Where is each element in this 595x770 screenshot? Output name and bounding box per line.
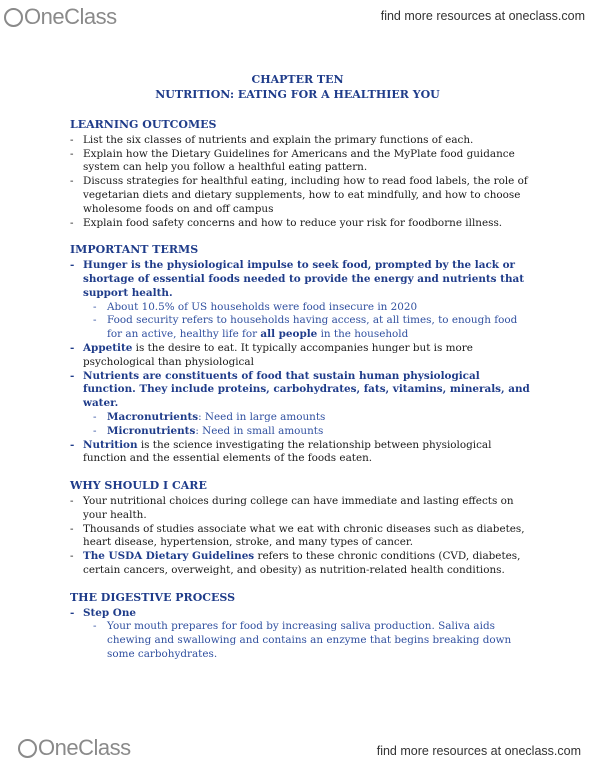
usda-guidelines-term: The USDA Dietary Guidelines — [83, 550, 255, 563]
term-nutrients — [70, 370, 532, 439]
list-item — [83, 425, 532, 439]
digestive-process-heading: THE DIGESTIVE PROCESS — [70, 590, 236, 604]
nutrients-sublist — [83, 411, 532, 439]
learning-outcomes-heading: LEARNING OUTCOMES — [70, 118, 217, 131]
list-item: - Discuss strategies for healthful eating, including how to read food labels, the role of vegetarian diets and dietary supplements, how to eat mindfully, and how to choose wholesome foods on and off campus — [70, 175, 532, 216]
macronutrients-definition: : Need in large amounts — [198, 410, 326, 423]
appetite-definition: is the desire to eat. It typically accompanies hunger but is more psychological than physiological — [83, 341, 473, 368]
all-people-emphasis: all people — [260, 328, 318, 341]
learning-outcomes-list — [70, 134, 532, 231]
list-item — [83, 314, 532, 342]
document-body — [70, 118, 532, 662]
oneclass-logo-footer[interactable] — [18, 735, 131, 761]
macronutrients-term: Macronutrients — [107, 410, 199, 423]
nutrients-definition: Nutrients are constituents of food that sustain human physiological function. They include proteins, carbohydrates, fats, vitamins, minerals, and water. — [83, 369, 530, 410]
list-item: - Thousands of studies associate what we eat with chronic diseases such as diabetes, heart disease, hypertension, stroke, and many types of cancer. — [70, 523, 532, 551]
nutrition-term: Nutrition — [83, 438, 138, 451]
term-nutrition — [70, 439, 532, 467]
list-item: - Your nutritional choices during college can have immediate and lasting effects on your health. — [70, 495, 532, 523]
appetite-term: Appetite — [83, 341, 133, 354]
food-security-text: Food security refers to households having access, at all times, to enough food for an active, healthy life for — [107, 314, 518, 341]
step-one-sublist — [83, 620, 532, 661]
logo-o-icon — [18, 739, 37, 758]
list-item: - Your mouth prepares for food by increasing saliva production. Saliva aids chewing and swallowing and contains an enzyme that begins breaking down some carbohydrates. — [83, 620, 532, 661]
usda-guidelines-definition: refers to these chronic conditions (CVD, diabetes, certain cancers, overweight, and obesity) as nutrition-related health conditions. — [83, 550, 521, 576]
hunger-sublist — [83, 301, 532, 342]
micronutrients-term: Micronutrients — [107, 424, 196, 437]
logo-text: OneClass — [38, 735, 131, 760]
important-terms-heading: IMPORTANT TERMS — [70, 243, 199, 257]
nutrition-definition: is the science investigating the relationship between physiological function and the essential elements of the foods eaten. — [83, 438, 492, 465]
why-care-heading: WHY SHOULD I CARE — [70, 479, 207, 493]
chapter-label: CHAPTER TEN — [251, 73, 344, 86]
term-appetite — [70, 342, 532, 370]
term-hunger — [70, 259, 532, 342]
important-terms-list — [70, 259, 532, 466]
why-care-list — [70, 495, 532, 578]
digestive-list — [70, 607, 532, 662]
micronutrients-definition: : Need in small amounts — [195, 424, 324, 437]
food-security-end: in the household — [317, 328, 409, 341]
list-item — [70, 550, 532, 578]
resources-link-footer[interactable]: find more resources at oneclass.com — [376, 744, 581, 758]
list-item: - Explain how the Dietary Guidelines for Americans and the MyPlate food guidance system can help you follow a healthful eating pattern. — [70, 148, 532, 176]
list-item: - About 10.5% of US households were food insecure in 2020 — [83, 301, 532, 315]
oneclass-logo[interactable] — [4, 4, 117, 30]
logo-text: OneClass — [24, 4, 117, 29]
logo-o-icon — [4, 8, 23, 27]
step-one-label: Step One — [83, 606, 137, 619]
step-one — [70, 607, 532, 662]
list-item — [83, 411, 532, 425]
list-item: - List the six classes of nutrients and explain the primary functions of each. — [70, 134, 532, 148]
chapter-title: NUTRITION: EATING FOR A HEALTHIER YOU — [155, 88, 440, 101]
resources-link[interactable]: find more resources at oneclass.com — [380, 9, 585, 23]
hunger-definition: Hunger is the physiological impulse to seek food, prompted by the lack or shortage of essential foods needed to provide the energy and nutrients that support health. — [83, 259, 525, 299]
list-item: - Explain food safety concerns and how to reduce your risk for foodborne illness. — [70, 217, 532, 231]
